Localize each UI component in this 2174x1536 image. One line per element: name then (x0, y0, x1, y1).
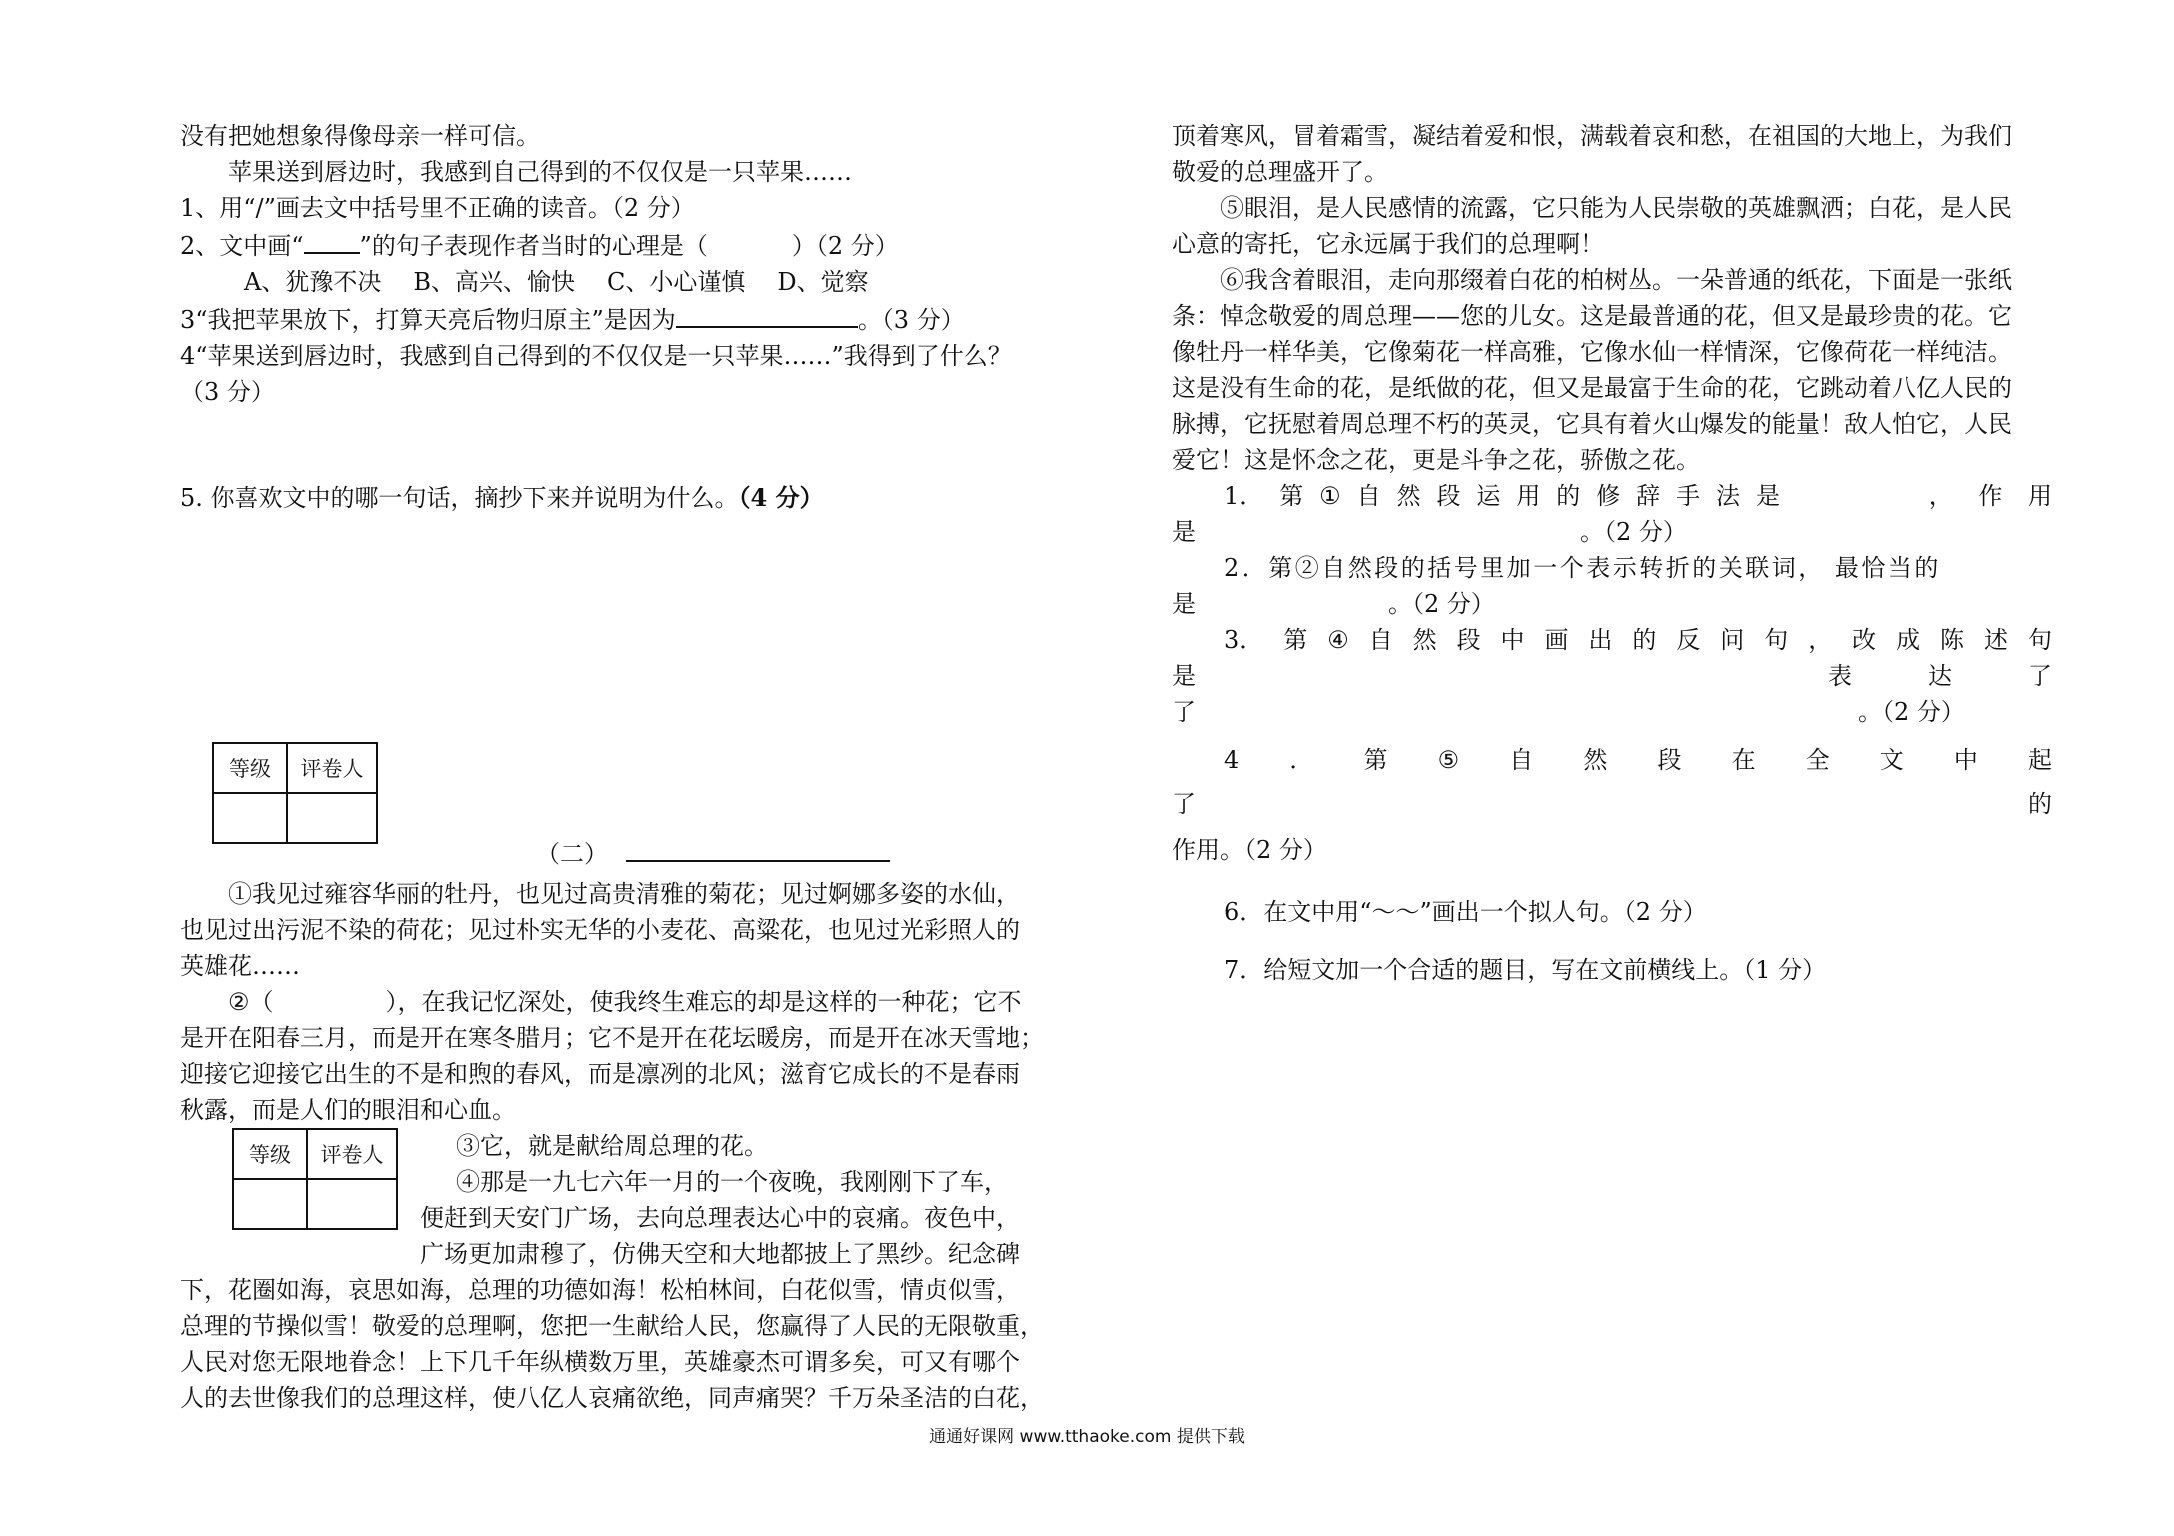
question-4-score: （3 分） (180, 378, 275, 406)
grade-cell[interactable] (213, 793, 287, 843)
question-2-options: A、犹豫不决 B、高兴、愉快 C、小心谨慎 D、觉察 (244, 268, 869, 296)
paragraph-4-line: 下，花圈如海，哀思如海，总理的功德如海！松柏林间，白花似雪，情贞似雪， (180, 1276, 1020, 1304)
section-heading: （二） (536, 834, 890, 869)
grade-table (212, 742, 378, 844)
title-blank[interactable] (626, 834, 890, 862)
grader-label: 评卷人 (287, 743, 377, 793)
right-column (1172, 118, 2052, 988)
question-2: 2、文中画“ ”的句子表现作者当时的心理是（ ）（2 分） (180, 226, 1060, 264)
grade-label: 等级 (213, 743, 287, 793)
answer-line[interactable] (676, 300, 858, 328)
rq3-spaced-end: 表 达 了 (1828, 662, 2052, 690)
paragraph-4-line: 敬爱的总理盛开了。 (1172, 158, 1388, 186)
paragraph-1-line: 英雄花…… (180, 952, 300, 980)
footer: 通通好课网 www.tthaoke.com 提供下载 (929, 1427, 1245, 1447)
rq4-line3: 作用。（2 分） (1172, 836, 1327, 864)
paragraph-4-line: 广场更加肃穆了，仿佛天空和大地都披上了黑纱。纪念碑 (420, 1240, 1020, 1268)
paragraph-4-line: ④那是一九七六年一月的一个夜晚，我刚刚下了车， (456, 1168, 1008, 1196)
rq7: 7．给短文加一个合适的题目，写在文前横线上。（1 分） (1224, 956, 1827, 984)
paragraph-2-line: 秋露，而是人们的眼泪和心血。 (180, 1096, 516, 1124)
passage-2-narrow (456, 1128, 1008, 1200)
rq4-line1: 4 ． 第 ⑤ 自 然 段 在 全 文 中 起 (1224, 746, 2052, 774)
rq2-line1: 2．第②自然段的括号里加一个表示转折的关联词， 最恰当的 (1224, 554, 1941, 582)
text-line: 苹果送到唇边时，我感到自己得到的不仅仅是一只苹果…… (228, 158, 852, 186)
grade-label: 等级 (233, 1129, 307, 1179)
rq6: 6．在文中用“～～”画出一个拟人句。（2 分） (1224, 898, 1707, 926)
paragraph-3: ③它，就是献给周总理的花。 (456, 1132, 768, 1160)
question-1: 1、用“/”画去文中括号里不正确的读音。（2 分） (180, 194, 695, 222)
text-line: 没有把她想象得像母亲一样可信。 (180, 122, 540, 150)
paragraph-4-line: 顶着寒风，冒着霜雪，凝结着爱和恨，满载着哀和愁，在祖国的大地上，为我们 (1172, 122, 2012, 150)
paragraph-5-line: ⑤眼泪，是人民感情的流露，它只能为人民崇敬的英雄飘洒；白花，是人民 (1220, 194, 2012, 222)
paragraph-1-line: 也见过出污泥不染的荷花；见过朴实无华的小麦花、高粱花，也见过光彩照人的 (180, 916, 1020, 944)
paragraph-2-line: ②（ ），在我记忆深处，使我终生难忘的却是这样的一种花；它不 (228, 988, 1022, 1016)
grader-cell[interactable] (287, 793, 377, 843)
grader-cell[interactable] (307, 1179, 397, 1229)
paragraph-4-line: 人的去世像我们的总理这样，使八亿人哀痛欲绝，同声痛哭？千万朵圣洁的白花， (180, 1384, 1044, 1412)
paragraph-6-line: 爱它！这是怀念之花，更是斗争之花，骄傲之花。 (1172, 446, 1700, 474)
paragraph-6-line: 条：悼念敬爱的周总理——您的儿女。这是最普通的花，但又是最珍贵的花。它 (1172, 302, 2012, 330)
rq1-spaced-text: 1． 第 ① 自 然 段 运 用 的 修 辞 手 法 是 (1224, 482, 1780, 510)
question-3: 3“我把苹果放下，打算天亮后物归原主”是因为 。（3 分） (180, 300, 1060, 338)
paragraph-6-line: ⑥我含着眼泪，走向那缀着白花的柏树丛。一朵普通的纸花，下面是一张纸 (1220, 266, 2012, 294)
rq3-line2: 是 表 达 了 (1172, 658, 2052, 694)
passage-2-narrow-2 (420, 1200, 1020, 1272)
rq3-line3: 了 。（2 分） (1172, 698, 1965, 726)
grade-cell[interactable] (233, 1179, 307, 1229)
paragraph-6-line: 这是没有生命的花，是纸做的花，但又是最富于生命的花，它跳动着八亿人民的 (1172, 374, 2012, 402)
paragraph-1-line: ①我见过雍容华丽的牡丹，也见过高贵清雅的菊花；见过婀娜多姿的水仙， (228, 880, 1020, 908)
paragraph-4-line: 总理的节操似雪！敬爱的总理啊，您把一生献给人民，您赢得了人民的无限敬重， (180, 1312, 1044, 1340)
underline-blank (304, 226, 360, 254)
rq2-line2: 是 。（2 分） (1172, 590, 1495, 618)
passage-2-bottom (180, 1272, 1044, 1416)
question-5: 5. 你喜欢文中的哪一句话，摘抄下来并说明为什么。（4 分） (180, 483, 824, 512)
rq3-line1: 3． 第 ④ 自 然 段 中 画 出 的 反 问 句 ， 改 成 陈 述 句 (1224, 626, 2052, 654)
grade-table (232, 1128, 398, 1230)
paragraph-2-line: 迎接它迎接它出生的不是和煦的春风，而是凛冽的北风；滋育它成长的不是春雨 (180, 1060, 1020, 1088)
rq4-line2: 了 的 (1172, 790, 2052, 818)
paragraph-2-line: 是开在阳春三月，而是开在寒冬腊月；它不是开在花坛暖房，而是开在冰天雪地； (180, 1024, 1044, 1052)
passage-2-left (180, 876, 1060, 1128)
rq1-line2: 是 。（2 分） (1172, 518, 1687, 546)
paragraph-6-line: 脉搏，它抚慰着周总理不朽的英灵，它具有着火山爆发的能量！敌人怕它，人民 (1172, 410, 2012, 438)
rq1-line1: 1． 第 ① 自 然 段 运 用 的 修 辞 手 法 是 ， 作 用 (1224, 478, 2052, 514)
paragraph-4-line: 人民对您无限地眷念！上下几千年纵横数万里，英雄豪杰可谓多矣，可又有哪个 (180, 1348, 1020, 1376)
paragraph-5-line: 心意的寄托，它永远属于我们的总理啊！ (1172, 230, 1604, 258)
left-column (180, 118, 1060, 410)
paragraph-4-line: 便赶到天安门广场，去向总理表达心中的哀痛。夜色中， (420, 1204, 1020, 1232)
paragraph-6-line: 像牡丹一样华美，它像菊花一样高雅，它像水仙一样情深，它像荷花一样纯洁。 (1172, 338, 2012, 366)
grader-label: 评卷人 (307, 1129, 397, 1179)
question-4: 4“苹果送到唇边时，我感到自己得到的不仅仅是一只苹果……”我得到了什么？ (180, 342, 1012, 370)
answer-blank[interactable] (1196, 658, 1828, 694)
